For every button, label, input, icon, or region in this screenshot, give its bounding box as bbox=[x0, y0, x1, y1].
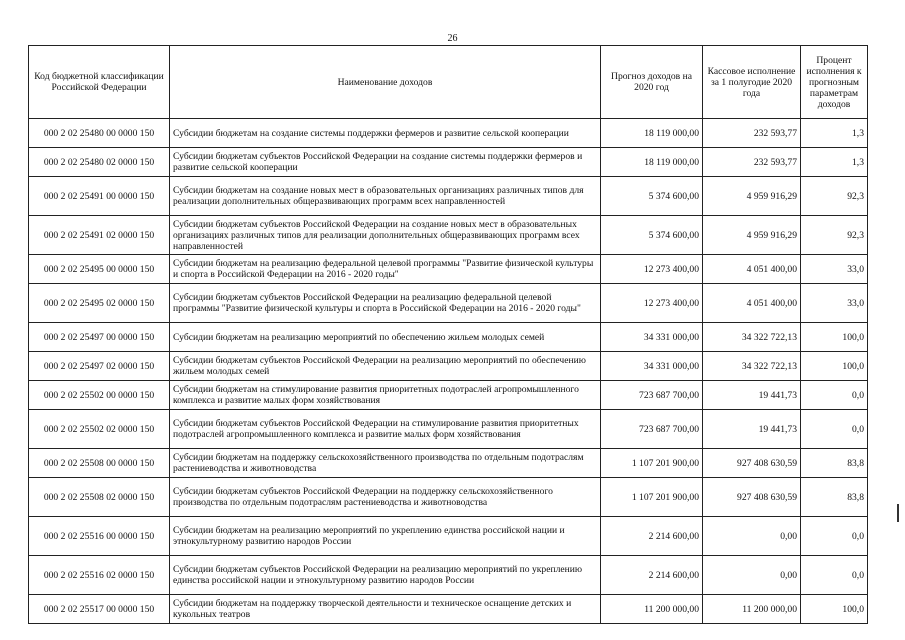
row-name: Субсидии бюджетам субъектов Российской Федерации на создание системы поддержки фермеров и развитие сельской кооперации bbox=[170, 148, 601, 177]
row-code: 000 2 02 25517 00 0000 150 bbox=[29, 595, 170, 624]
row-cash: 0,00 bbox=[703, 556, 801, 595]
row-cash: 4 051 400,00 bbox=[703, 284, 801, 323]
table-row bbox=[29, 449, 868, 478]
row-percent: 100,0 bbox=[801, 352, 868, 381]
row-forecast: 1 107 201 900,00 bbox=[601, 478, 703, 517]
revenue-table bbox=[28, 45, 868, 624]
row-forecast: 723 687 700,00 bbox=[601, 381, 703, 410]
row-name: Субсидии бюджетам на создание новых мест в образовательных организациях различных типов для реализации дополнительных общеразвивающих программ всех направленностей bbox=[170, 177, 601, 216]
row-code: 000 2 02 25497 02 0000 150 bbox=[29, 352, 170, 381]
table-row bbox=[29, 352, 868, 381]
row-code: 000 2 02 25516 02 0000 150 bbox=[29, 556, 170, 595]
row-percent: 1,3 bbox=[801, 119, 868, 148]
table-row bbox=[29, 323, 868, 352]
table-row bbox=[29, 381, 868, 410]
row-percent: 100,0 bbox=[801, 595, 868, 624]
row-name: Субсидии бюджетам субъектов Российской Федерации на поддержку сельскохозяйственного производства по отдельным подотраслям растениеводства и животноводства bbox=[170, 478, 601, 517]
row-cash: 19 441,73 bbox=[703, 410, 801, 449]
table-row bbox=[29, 595, 868, 624]
row-forecast: 12 273 400,00 bbox=[601, 284, 703, 323]
table-row bbox=[29, 478, 868, 517]
row-cash: 4 051 400,00 bbox=[703, 255, 801, 284]
row-forecast: 2 214 600,00 bbox=[601, 556, 703, 595]
row-cash: 34 322 722,13 bbox=[703, 352, 801, 381]
table-row bbox=[29, 284, 868, 323]
row-cash: 927 408 630,59 bbox=[703, 478, 801, 517]
table-row bbox=[29, 119, 868, 148]
row-forecast: 1 107 201 900,00 bbox=[601, 449, 703, 478]
row-name: Субсидии бюджетам субъектов Российской Федерации на реализацию федеральной целевой программы "Развитие физической культуры и спорта в Российской Федерации на 2016 - 2020 годы" bbox=[170, 284, 601, 323]
header-forecast: Прогноз доходов на 2020 год bbox=[601, 46, 703, 119]
row-forecast: 5 374 600,00 bbox=[601, 216, 703, 255]
row-cash: 0,00 bbox=[703, 517, 801, 556]
row-name: Субсидии бюджетам на поддержку творческой деятельности и техническое оснащение детских и кукольных театров bbox=[170, 595, 601, 624]
row-forecast: 18 119 000,00 bbox=[601, 119, 703, 148]
header-cash: Кассовое исполнение за 1 полугодие 2020 года bbox=[703, 46, 801, 119]
row-code: 000 2 02 25480 02 0000 150 bbox=[29, 148, 170, 177]
row-percent: 33,0 bbox=[801, 284, 868, 323]
row-percent: 1,3 bbox=[801, 148, 868, 177]
row-code: 000 2 02 25480 00 0000 150 bbox=[29, 119, 170, 148]
row-code: 000 2 02 25516 00 0000 150 bbox=[29, 517, 170, 556]
table-row bbox=[29, 216, 868, 255]
row-cash: 19 441,73 bbox=[703, 381, 801, 410]
row-cash: 232 593,77 bbox=[703, 119, 801, 148]
row-percent: 92,3 bbox=[801, 216, 868, 255]
row-name: Субсидии бюджетам на реализацию мероприятий по обеспечению жильем молодых семей bbox=[170, 323, 601, 352]
header-percent: Процент исполнения к прогнозным параметрам доходов bbox=[801, 46, 868, 119]
row-percent: 0,0 bbox=[801, 381, 868, 410]
row-cash: 11 200 000,00 bbox=[703, 595, 801, 624]
row-code: 000 2 02 25491 00 0000 150 bbox=[29, 177, 170, 216]
table-row bbox=[29, 148, 868, 177]
page-number: 26 bbox=[447, 33, 458, 44]
row-code: 000 2 02 25502 00 0000 150 bbox=[29, 381, 170, 410]
row-forecast: 723 687 700,00 bbox=[601, 410, 703, 449]
row-percent: 33,0 bbox=[801, 255, 868, 284]
row-cash: 232 593,77 bbox=[703, 148, 801, 177]
header-code: Код бюджетной классификации Российской Федерации bbox=[29, 46, 170, 119]
row-name: Субсидии бюджетам на создание системы поддержки фермеров и развитие сельской кооперации bbox=[170, 119, 601, 148]
row-cash: 34 322 722,13 bbox=[703, 323, 801, 352]
header-name: Наименование доходов bbox=[170, 46, 601, 119]
row-name: Субсидии бюджетам на реализацию мероприятий по укреплению единства российской нации и этнокультурному развитию народов России bbox=[170, 517, 601, 556]
row-percent: 0,0 bbox=[801, 556, 868, 595]
row-cash: 4 959 916,29 bbox=[703, 216, 801, 255]
row-percent: 83,8 bbox=[801, 449, 868, 478]
row-code: 000 2 02 25508 00 0000 150 bbox=[29, 449, 170, 478]
row-code: 000 2 02 25495 02 0000 150 bbox=[29, 284, 170, 323]
row-name: Субсидии бюджетам субъектов Российской Федерации на реализацию мероприятий по обеспечению жильем молодых семей bbox=[170, 352, 601, 381]
row-name: Субсидии бюджетам на поддержку сельскохозяйственного производства по отдельным подотраслям растениеводства и животноводства bbox=[170, 449, 601, 478]
row-cash: 927 408 630,59 bbox=[703, 449, 801, 478]
scan-edge-mark bbox=[897, 504, 899, 522]
table-row bbox=[29, 556, 868, 595]
row-code: 000 2 02 25508 02 0000 150 bbox=[29, 478, 170, 517]
row-forecast: 34 331 000,00 bbox=[601, 352, 703, 381]
row-percent: 0,0 bbox=[801, 517, 868, 556]
row-percent: 92,3 bbox=[801, 177, 868, 216]
table-row bbox=[29, 410, 868, 449]
row-forecast: 18 119 000,00 bbox=[601, 148, 703, 177]
row-cash: 4 959 916,29 bbox=[703, 177, 801, 216]
row-forecast: 11 200 000,00 bbox=[601, 595, 703, 624]
row-forecast: 5 374 600,00 bbox=[601, 177, 703, 216]
row-name: Субсидии бюджетам на стимулирование развития приоритетных подотраслей агропромышленного комплекса и развитие малых форм хозяйствования bbox=[170, 381, 601, 410]
row-percent: 100,0 bbox=[801, 323, 868, 352]
row-forecast: 2 214 600,00 bbox=[601, 517, 703, 556]
table-row bbox=[29, 517, 868, 556]
row-percent: 83,8 bbox=[801, 478, 868, 517]
row-name: Субсидии бюджетам субъектов Российской Федерации на реализацию мероприятий по укреплению единства российской нации и этнокультурному развитию народов России bbox=[170, 556, 601, 595]
row-name: Субсидии бюджетам субъектов Российской Федерации на стимулирование развития приоритетных подотраслей агропромышленного комплекса и развитие малых форм хозяйствования bbox=[170, 410, 601, 449]
row-forecast: 34 331 000,00 bbox=[601, 323, 703, 352]
table-row bbox=[29, 255, 868, 284]
table-header-row bbox=[29, 46, 868, 119]
row-code: 000 2 02 25497 00 0000 150 bbox=[29, 323, 170, 352]
row-percent: 0,0 bbox=[801, 410, 868, 449]
row-forecast: 12 273 400,00 bbox=[601, 255, 703, 284]
row-code: 000 2 02 25491 02 0000 150 bbox=[29, 216, 170, 255]
row-code: 000 2 02 25502 02 0000 150 bbox=[29, 410, 170, 449]
row-name: Субсидии бюджетам на реализацию федеральной целевой программы "Развитие физической культуры и спорта в Российской Федерации на 2016 - 2020 годы" bbox=[170, 255, 601, 284]
row-code: 000 2 02 25495 00 0000 150 bbox=[29, 255, 170, 284]
table-row bbox=[29, 177, 868, 216]
row-name: Субсидии бюджетам субъектов Российской Федерации на создание новых мест в образовательных организациях различных типов для реализации дополнительных общеразвивающих программ всех направленностей bbox=[170, 216, 601, 255]
